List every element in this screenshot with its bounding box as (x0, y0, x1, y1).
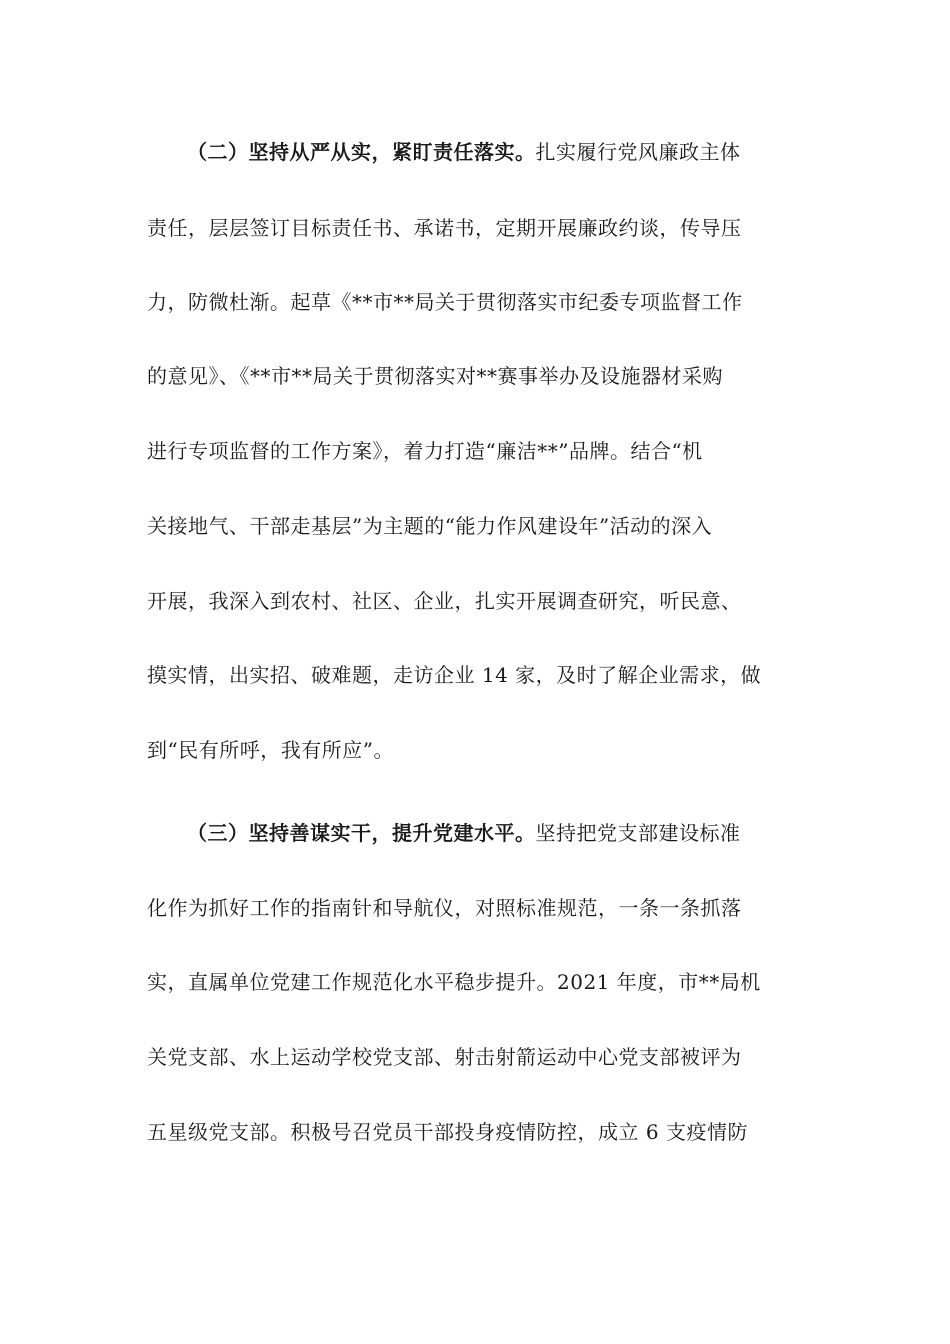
paragraph-line: 进行专项监督的工作方案》，着力打造“廉洁**”品牌。结合“机 (147, 439, 703, 463)
paragraph-line: 的意见》、《**市**局关于贯彻落实对**赛事举办及设施器材采购 (147, 364, 723, 388)
paragraph-line: 关党支部、水上运动学校党支部、射击射箭运动中心党支部被评为 (147, 1045, 742, 1069)
paragraph-line: 关接地气、干部走基层”为主题的“能力作风建设年”活动的深入 (147, 514, 713, 538)
paragraph-line: 开展，我深入到农村、社区、企业，扎实开展调查研究，听民意、 (147, 589, 742, 613)
paragraph-line: 化作为抓好工作的指南针和导航仪，对照标准规范，一条一条抓落 (147, 896, 742, 920)
paragraph-line: 实，直属单位党建工作规范化水平稳步提升。2021 年度，市**局机 (147, 970, 761, 994)
paragraph-line (187, 818, 807, 848)
paragraph-line: 责任，层层签订目标责任书、承诺书，定期开展廉政约谈，传导压 (147, 216, 742, 240)
paragraph-text: 坚持把党支部建设标准 (535, 821, 741, 845)
paragraph-line (187, 137, 807, 167)
paragraph-line: 五星级党支部。积极号召党员干部投身疫情防控，成立 6 支疫情防 (147, 1120, 748, 1144)
section-heading: （二）坚持从严从实，紧盯责任落实。 (187, 140, 536, 164)
paragraph-line: 摸实情，出实招、破难题，走访企业 14 家，及时了解企业需求，做 (147, 663, 762, 687)
paragraph-line: 到“民有所呼，我有所应”。 (147, 738, 394, 762)
paragraph-line: 力，防微杜渐。起草《**市**局关于贯彻落实市纪委专项监督工作 (147, 290, 743, 314)
section-heading: （三）坚持善谋实干，提升党建水平。 (187, 821, 536, 845)
paragraph-text: 扎实履行党风廉政主体 (535, 140, 741, 164)
